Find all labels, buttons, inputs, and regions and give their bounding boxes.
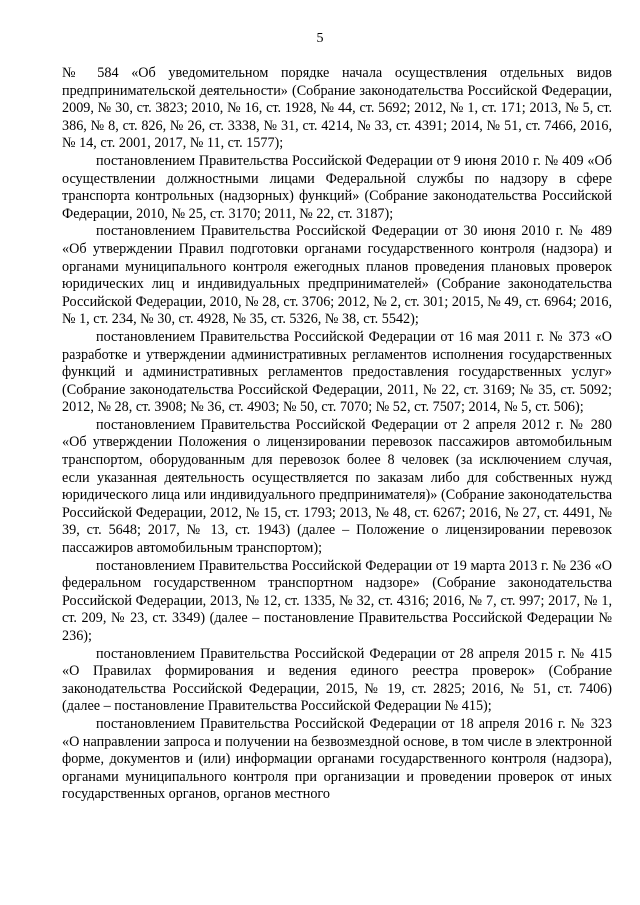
paragraph: постановлением Правительства Российской Федерации от 18 апреля 2016 г. № 323 «О направлении запроса и получении на безвозмездной основе, в том числе в электронной форме, документов и (или) информации органами государственного контроля (надзора), органами муниципального контроля при организации и проведении проверок от иных государственных органов, органов местного [62,715,612,803]
paragraph: постановлением Правительства Российской Федерации от 19 марта 2013 г. № 236 «О федеральном государственном транспортном надзоре» (Собрание законодательства Российской Федерации, 2013, № 12, ст. 1335, № 32, ст. 4316; 2016, № 7, ст. 997; 2017, № 1, ст. 209, № 23, ст. 3349) (далее – постановление Правительства Российской Федерации № 236); [62,557,612,644]
page-number: 5 [316,31,324,46]
paragraph: № 584 «Об уведомительном порядке начала осуществления отдельных видов предпринимательской деятельности» (Собрание законодательства Российской Федерации, 2009, № 30, ст. 3823; 2010, № 16, ст. 1928, № 44, ст. 5692; 2012, № 1, ст. 171; 2013, № 5, ст. 386, № 8, ст. 826, № 26, ст. 3338, № 31, ст. 4214, № 33, ст. 4391; 2014, № 51, ст. 7466, 2016, № 14, ст. 2001, 2017, № 11, ст. 1577); [62,65,612,152]
paragraph: постановлением Правительства Российской Федерации от 16 мая 2011 г. № 373 «О разработке и утверждении административных регламентов исполнения государственных функций и административных регламентов предоставления государственных услуг» (Собрание законодательства Российской Федерации, 2011, № 22, ст. 3169; № 35, ст. 5092; 2012, № 28, ст. 3908; № 36, ст. 4903; № 50, ст. 7070; № 52, ст. 7507; 2014, № 5, ст. 506); [62,328,612,416]
document-body [62,65,612,804]
paragraph: постановлением Правительства Российской Федерации от 9 июня 2010 г. № 409 «Об осуществлении должностными лицами Федеральной службы по надзору в сфере транспорта контрольных (надзорных) функций» (Собрание законодательства Российской Федерации, 2010, № 25, ст. 3170; 2011, № 22, ст. 3187); [62,152,612,222]
paragraph: постановлением Правительства Российской Федерации от 2 апреля 2012 г. № 280 «Об утверждении Положения о лицензировании перевозок пассажиров автомобильным транспортом, оборудованным для перевозок более 8 человек (за исключением случая, если указанная деятельность осуществляется по заказам либо для собственных нужд юридического лица или индивидуального предпринимателя)» (Собрание законодательства Российской Федерации, 2012, № 15, ст. 1793; 2013, № 48, ст. 6267; 2016, № 27, ст. 4491, № 39, ст. 5648; 2017, № 13, ст. 1943) (далее – Положение о лицензировании перевозок пассажиров автомобильным транспортом); [62,416,612,557]
paragraph: постановлением Правительства Российской Федерации от 30 июня 2010 г. № 489 «Об утверждении Правил подготовки органами государственного контроля (надзора) и органами муниципального контроля ежегодных планов проведения плановых проверок юридических лиц и индивидуальных предпринимателей» (Собрание законодательства Российской Федерации, 2010, № 28, ст. 3706; 2012, № 2, ст. 301; 2015, № 49, ст. 6964; 2016, № 1, ст. 234, № 30, ст. 4928, № 35, ст. 5326, № 38, ст. 5542); [62,223,612,328]
paragraph: постановлением Правительства Российской Федерации от 28 апреля 2015 г. № 415 «О Правилах формирования и ведения единого реестра проверок» (Собрание законодательства Российской Федерации, 2015, № 19, ст. 2825; 2016, № 51, ст. 7406) (далее – постановление Правительства Российской Федерации № 415); [62,645,612,715]
